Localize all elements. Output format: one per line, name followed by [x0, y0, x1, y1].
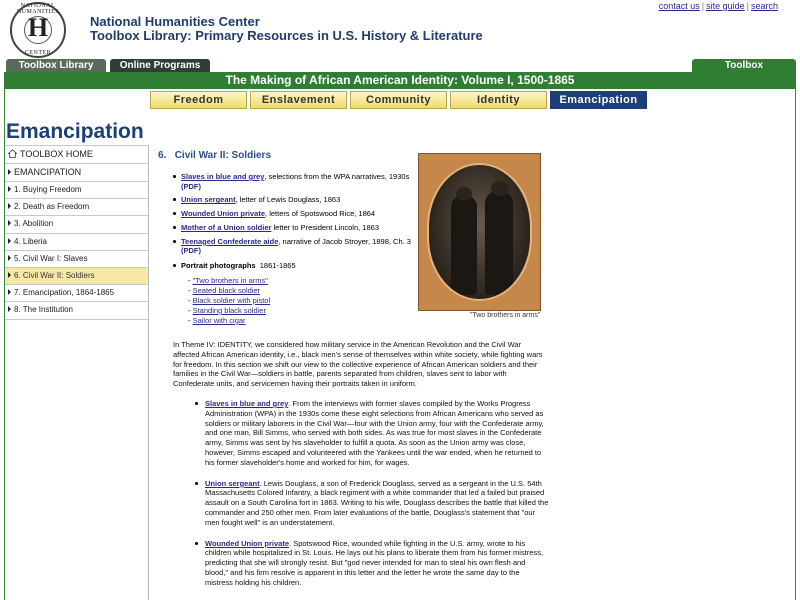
bullet: [173, 198, 176, 201]
bullet: [173, 212, 176, 215]
doc-desc: , narrative of Jacob Stroyer, 1898, Ch. 3: [278, 236, 411, 246]
doc-desc: , letter of Lewis Douglass, 1863: [235, 195, 341, 205]
triangle-right-icon: [8, 306, 11, 312]
pdf-link[interactable]: (PDF): [181, 246, 201, 256]
theme-tab-identity[interactable]: Identity: [450, 91, 547, 109]
tintype-photo-two-brothers[interactable]: [418, 153, 541, 311]
theme-tab-emancipation[interactable]: Emancipation: [550, 91, 647, 109]
portrait-heading: [168, 261, 296, 270]
sidebar-divider: [148, 145, 149, 600]
utility-links: [659, 1, 778, 11]
tab-toolbox-library[interactable]: Toolbox Library: [6, 59, 106, 73]
home-icon: [8, 147, 17, 156]
list-item: - Seated black soldier: [188, 286, 261, 295]
sidebar-item-abolition[interactable]: [5, 216, 148, 233]
sidebar-item-buying-freedom[interactable]: [5, 182, 148, 199]
photo-link-list: [188, 276, 270, 326]
seal-ring-top-text: NATIONAL HUMANITIES: [16, 3, 60, 15]
detail-link-slaves-blue-grey[interactable]: Slaves in blue and grey: [205, 399, 289, 408]
bullet: [195, 482, 198, 485]
section-number: 6.: [158, 150, 167, 161]
photo-link[interactable]: Seated black soldier: [192, 286, 261, 295]
soldier-figure-right: [485, 191, 513, 295]
nhc-seal-logo[interactable]: [10, 2, 66, 58]
doc-desc: , selections from the WPA narratives, 1930s: [264, 172, 410, 181]
section-heading: [158, 150, 271, 161]
detail-text: . From the interviews with former slaves compiled by the Works Progress Administration (WPA) in the 1930s come these eight selections from African Americans who served as soldiers or military laborers in the Civil War—four with the Union army, four with the Confederate army, and one man, Bill Simms, who served with both sides. As was true for most slaves in the Confederate army, Simms was sent by his slaveholder to fulfill a quota. As soon as the Union army was close, however, Simms escaped and volunteered with the Yankees until the war ended, when he returned to his former slaveholder's home and worked for him, for wages.: [205, 399, 544, 467]
list-item: [168, 237, 414, 256]
site-guide-link[interactable]: site guide: [706, 1, 745, 11]
util-separator: |: [701, 1, 705, 11]
sidebar-item-label: 4. Liberia: [14, 236, 47, 246]
site-subtitle[interactable]: Toolbox Library: Primary Resources in U.S. History & Literature: [90, 28, 483, 43]
org-name[interactable]: National Humanities Center: [90, 14, 260, 29]
bullet: [195, 402, 198, 405]
sidebar-item-toolbox-home[interactable]: [5, 146, 148, 164]
photo-link[interactable]: "Two brothers in arms": [192, 276, 268, 285]
sidebar-item-label: 6. Civil War II: Soldiers: [14, 270, 95, 280]
triangle-right-icon: [8, 289, 11, 295]
theme-tab-community[interactable]: Community: [350, 91, 447, 109]
seal-letter: H: [27, 13, 49, 42]
list-item: - "Two brothers in arms": [188, 276, 268, 285]
bullet: [173, 175, 176, 178]
detail-text: . Lewis Douglass, a son of Frederick Douglass, served as a sergeant in the U.S. 54th Massachusetts Colored Infantry, a black regiment with a white commander that led a failed but praised assault on a South Carolina fort in 1863. Writing to his wife, Douglass describes the battle that killed the commander and 250 other men. From later evaluations of the battle, Douglass's statement that "our men fought well" is an understatement.: [205, 478, 549, 527]
list-item: [168, 209, 414, 219]
portrait-years: 1861-1865: [259, 261, 296, 270]
soldier-head-left: [456, 187, 472, 201]
section-title: Civil War II: Soldiers: [174, 150, 272, 161]
sidebar-item-emancipation-1864[interactable]: [5, 285, 148, 302]
sidebar-item-the-institution[interactable]: [5, 302, 148, 319]
photo-oval-mat: [427, 163, 532, 301]
triangle-right-icon: [8, 203, 11, 209]
triangle-right-icon: [8, 238, 11, 244]
sidebar-item-label: 8. The Institution: [14, 305, 73, 315]
document-details: [193, 399, 549, 599]
sidebar-item-label: 3. Abolition: [14, 219, 54, 229]
list-item: [168, 195, 414, 205]
bullet: [173, 264, 176, 267]
sidebar: [5, 145, 148, 320]
doc-desc: letter to President Lincoln, 1863: [271, 222, 379, 232]
list-item: - Black soldier with pistol: [188, 296, 271, 305]
bullet: [173, 226, 176, 229]
top-tabs: [4, 59, 796, 73]
sidebar-item-liberia[interactable]: [5, 234, 148, 251]
sidebar-item-emancipation[interactable]: [5, 164, 148, 182]
triangle-right-icon: [8, 255, 11, 261]
list-item: [193, 479, 549, 528]
portrait-label: Portrait photographs: [181, 261, 256, 270]
list-item: - Sailor with cigar: [188, 316, 246, 325]
list-item: [168, 172, 414, 191]
doc-desc: , letters of Spotswood Rice, 1864: [265, 209, 376, 219]
detail-link-union-sergeant[interactable]: Union sergeant: [205, 478, 260, 488]
sidebar-item-civil-war-soldiers[interactable]: [5, 268, 148, 285]
sidebar-item-death-as-freedom[interactable]: [5, 199, 148, 216]
site-header: [0, 0, 800, 58]
soldier-figure-left: [451, 195, 477, 295]
tab-online-programs[interactable]: Online Programs: [110, 59, 210, 73]
doc-link-slaves-blue-grey[interactable]: Slaves in blue and grey: [181, 172, 265, 181]
sidebar-item-label: 7. Emancipation, 1864-1865: [14, 288, 115, 298]
contact-us-link[interactable]: contact us: [658, 1, 700, 11]
soldier-head-right: [491, 181, 509, 196]
sidebar-item-label: 1. Buying Freedom: [14, 185, 82, 194]
doc-link-wounded-union-private[interactable]: Wounded Union private: [181, 209, 266, 219]
doc-link-teenaged-confederate-aide[interactable]: Teenaged Confederate aide: [181, 236, 279, 246]
sidebar-item-civil-war-slaves[interactable]: [5, 251, 148, 268]
sidebar-item-label: 2. Death as Freedom: [14, 202, 90, 212]
list-item: [193, 539, 549, 588]
photo-link[interactable]: Black soldier with pistol: [192, 296, 271, 305]
sidebar-home-label: TOOLBOX HOME: [20, 149, 93, 159]
list-item: [193, 399, 549, 468]
doc-link-mother-union-soldier[interactable]: Mother of a Union soldier: [181, 222, 272, 232]
volume-title: The Making of African American Identity: Volume I, 1500-1865: [225, 73, 575, 87]
search-link[interactable]: search: [750, 1, 778, 11]
list-item: - Standing black soldier: [188, 306, 266, 315]
document-list: [168, 172, 414, 260]
photo-caption: "Two brothers in arms": [470, 312, 541, 319]
sidebar-item-label: 5. Civil War I: Slaves: [14, 253, 88, 263]
bullet: [173, 240, 176, 243]
bullet: [195, 542, 198, 545]
seal-ring-bottom-text: CENTER: [24, 50, 52, 56]
theme-tab-enslavement[interactable]: Enslavement: [250, 91, 347, 109]
theme-tab-freedom[interactable]: Freedom: [150, 91, 247, 109]
doc-link-union-sergeant[interactable]: Union sergeant: [181, 195, 236, 205]
pdf-link[interactable]: (PDF): [181, 181, 201, 191]
triangle-right-icon: [8, 220, 11, 226]
triangle-right-icon: [8, 272, 11, 278]
detail-link-wounded-union-private[interactable]: Wounded Union private: [205, 538, 290, 548]
triangle-right-icon: [8, 169, 11, 175]
intro-paragraph: In Theme IV: IDENTITY, we considered how military service in the American Revolution and the Civil War affected African American identity, i.e., black men's sense of themselves within white society, while fighting wars for freedom. In this section we shift our view to the collective experience of African American soldiers and their families in the Civil War—soldiers in battle, parents separated from children, slaves sent to labor with Confederate units, and servicemen having their portraits taken in uniform.: [173, 340, 543, 389]
sidebar-section-label: EMANCIPATION: [14, 167, 82, 177]
tab-toolbox[interactable]: Toolbox: [692, 59, 796, 73]
page-title: Emancipation: [6, 120, 144, 143]
detail-text: . Spotswood Rice, wounded while fighting in the U.S. army, wrote to his children while hospitalized in St. Louis. He lays out his plans to liberate them from his former mistress, predicting that she will strongly resist. But "god never intended for man to steal his own flesh and blood," and his firm resolve is apparent in this letter and the letter he wrote the same day to the mistress holding his children.: [205, 538, 544, 587]
photo-link[interactable]: Standing black soldier: [192, 306, 266, 315]
util-separator: |: [746, 1, 749, 11]
photo-link[interactable]: Sailor with cigar: [192, 316, 246, 325]
list-item: [168, 223, 414, 233]
triangle-right-icon: [8, 186, 11, 192]
volume-title-bar: [4, 72, 796, 89]
